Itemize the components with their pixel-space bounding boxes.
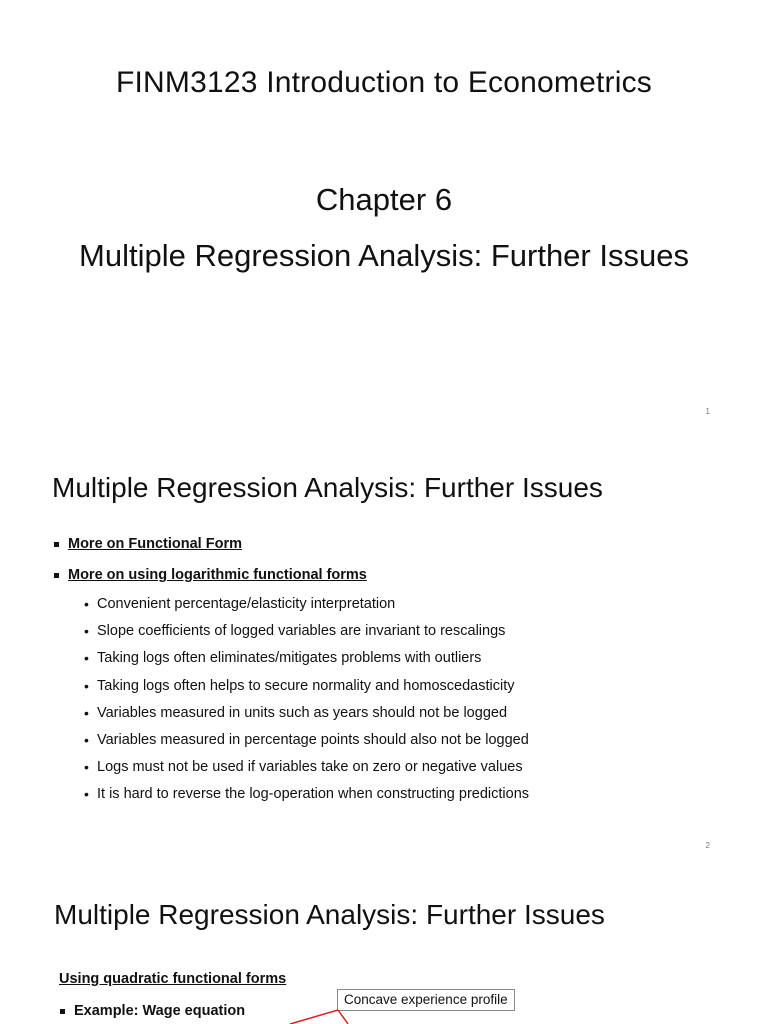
- bullet-logarithmic-forms: [54, 567, 367, 583]
- sub-bullet-list: [84, 594, 529, 812]
- list-item: [84, 648, 529, 675]
- list-item-text: Variables measured in percentage points should also not be logged: [97, 731, 529, 748]
- list-item-text: It is hard to reverse the log-operation when constructing predictions: [97, 786, 530, 803]
- callout-arrow-line: [290, 1010, 338, 1024]
- course-title: FINM3123 Introduction to Econometrics: [116, 66, 652, 99]
- chapter-heading: Chapter 6: [315, 182, 453, 217]
- list-item: [84, 730, 529, 757]
- callout-box: Concave experience profile: [337, 989, 515, 1011]
- dot-bullet-icon: •: [84, 677, 89, 694]
- bullet-functional-form: [54, 536, 242, 552]
- page-number: 2: [705, 841, 710, 850]
- list-item: [84, 621, 529, 648]
- callout-arrow-line: [338, 1010, 348, 1024]
- list-item-text: Taking logs often eliminates/mitigates problems with outliers: [97, 650, 482, 667]
- chapter-title: Multiple Regression Analysis: Further Issues: [79, 238, 689, 273]
- list-item: [84, 594, 529, 621]
- list-item: [84, 676, 529, 703]
- dot-bullet-icon: •: [84, 786, 89, 803]
- dot-bullet-icon: •: [84, 596, 89, 612]
- dot-bullet-icon: •: [84, 623, 89, 640]
- dot-bullet-icon: •: [84, 759, 89, 776]
- bullet-text: Example: Wage equation: [74, 1003, 246, 1019]
- slide-2: [0, 430, 768, 860]
- bullet-text: More on using logarithmic functional forms: [68, 567, 367, 583]
- bullet-text: More on Functional Form: [68, 536, 242, 552]
- dot-bullet-icon: •: [84, 650, 89, 667]
- bullet-example: [60, 1003, 245, 1019]
- page-number: 1: [705, 407, 710, 416]
- list-item-text: Logs must not be used if variables take on zero or negative values: [97, 759, 523, 776]
- list-item-text: Taking logs often helps to secure normality and homoscedasticity: [97, 677, 515, 694]
- list-item: [84, 703, 529, 730]
- slide-title: Multiple Regression Analysis: Further Issues: [52, 472, 603, 503]
- callout-arrow-icon: [290, 1010, 360, 1024]
- subheading: Using quadratic functional forms: [59, 971, 287, 987]
- dot-bullet-icon: •: [84, 731, 89, 748]
- slide-title: Multiple Regression Analysis: Further Issues: [54, 899, 605, 930]
- slide-1: [0, 0, 768, 430]
- list-item: [84, 757, 529, 784]
- dot-bullet-icon: •: [84, 704, 89, 721]
- list-item: [84, 784, 529, 811]
- list-item-text: Variables measured in units such as years should not be logged: [97, 704, 508, 721]
- list-item-text: Convenient percentage/elasticity interpretation: [97, 596, 396, 612]
- slide-3: [0, 860, 768, 1024]
- square-bullet-icon: [60, 1009, 65, 1014]
- square-bullet-icon: [54, 573, 59, 578]
- square-bullet-icon: [54, 542, 59, 547]
- list-item-text: Slope coefficients of logged variables are invariant to rescalings: [97, 623, 506, 640]
